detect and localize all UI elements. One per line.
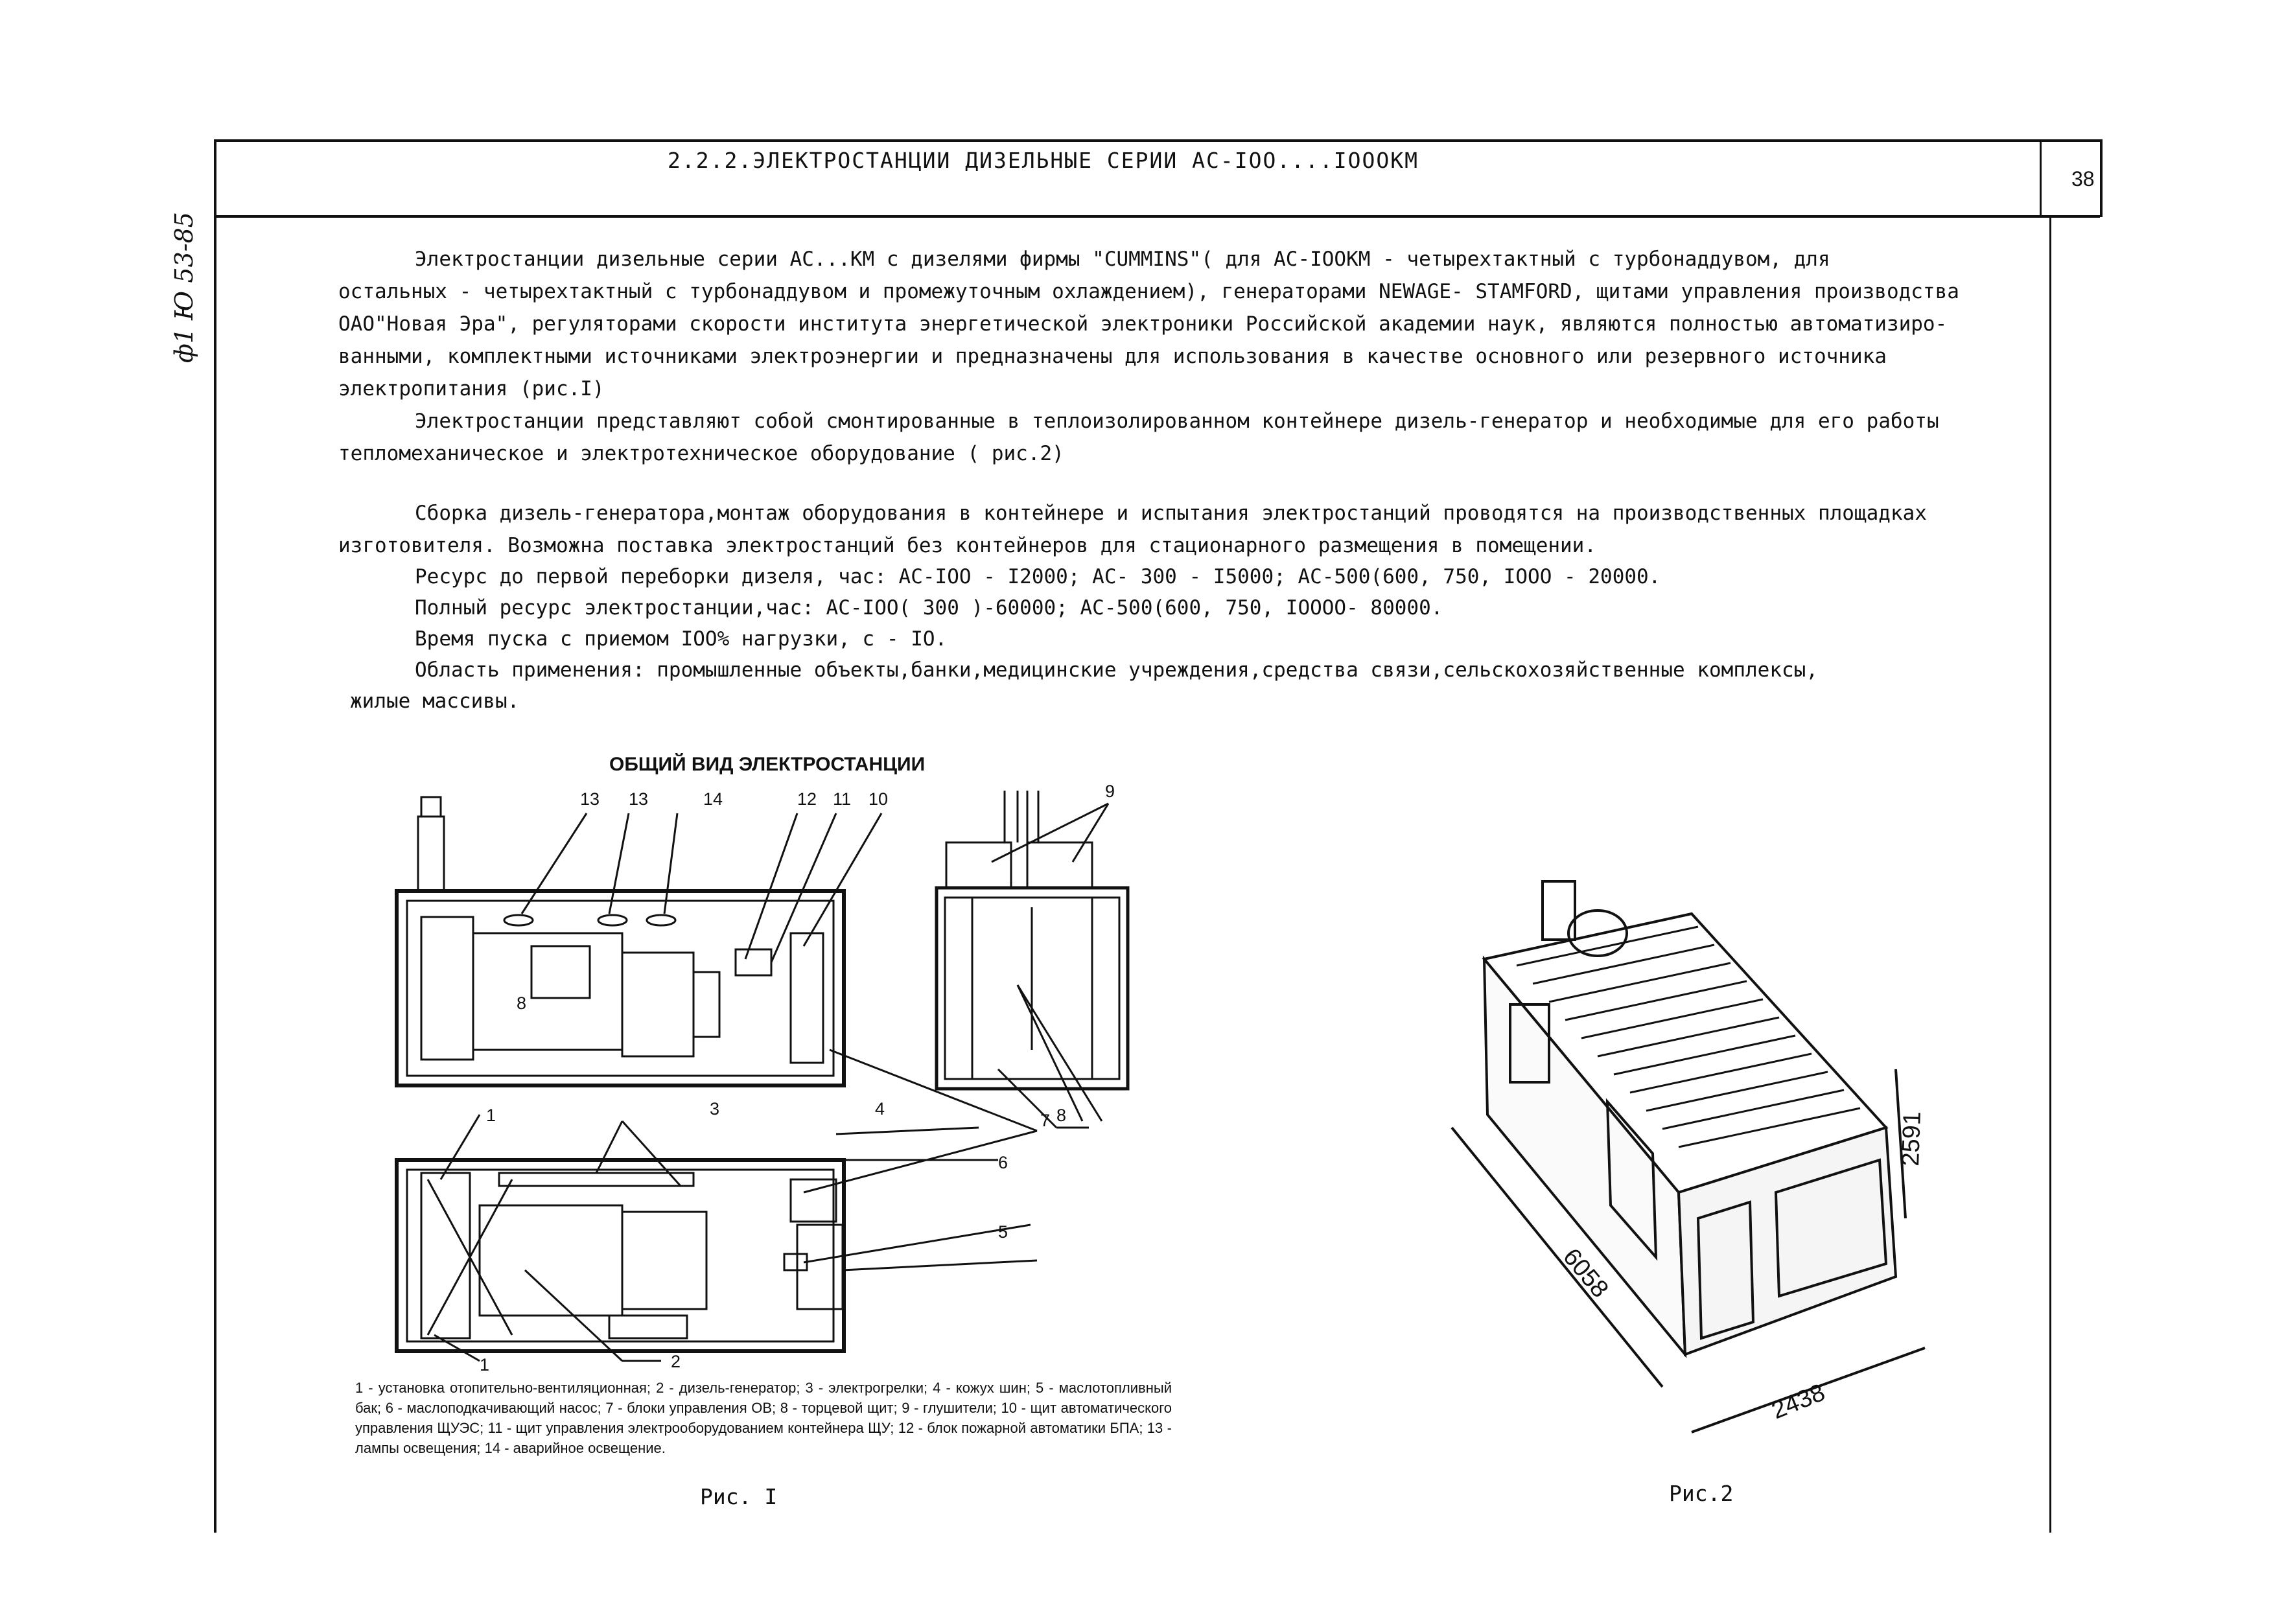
callout-5: 5	[998, 1222, 1008, 1242]
frame-right-rule	[2040, 139, 2042, 217]
text-line: электропитания (рис.I)	[338, 377, 605, 400]
text-line: Сборка дизель-генератора,монтаж оборудования в контейнере и испытания электростанций проводятся на производственных площадках	[415, 502, 1927, 525]
callout-13: 13	[580, 789, 600, 809]
callout-6: 6	[998, 1153, 1008, 1172]
figure1-caption: 1 - установка отопительно-вентиляционная; 2 - дизель-генератор; 3 - электрогрелки; 4 - кожух шин; 5 - маслотопливный бак; 6 - маслоподкачивающий насос; 7 - блоки управления ОВ; 8 - торцевой щит; 9 - глушители; 10 - щит автоматического управления ЩУЭС; 11 - щит управления электрооборудованием контейнера ЩУ; 12 - блок пожарной автоматики БПА; 13 - лампы освещения; 14 - аварийное освещение.	[355, 1380, 1172, 1456]
figure1-drawing	[350, 778, 1193, 1374]
callout-8: 8	[517, 993, 527, 1013]
callout-10: 10	[868, 789, 889, 809]
text-line: тепломеханическое и электротехническое оборудование ( рис.2)	[338, 442, 1064, 465]
text-line: ванными, комплектными источниками электроэнергии и предназначены для использования в качестве основного или резервного источника	[338, 345, 1887, 368]
callout-3: 3	[710, 1099, 720, 1119]
callout-13: 13	[629, 789, 649, 809]
frame-right-rule-lower	[2049, 217, 2051, 1533]
figure2-label: Рис.2	[1669, 1481, 1734, 1506]
text-line: Область применения: промышленные объекты,банки,медицинские учреждения,средства связи,сельскохозяйственные комплексы,	[415, 658, 1818, 682]
callout-8: 8	[1056, 1106, 1067, 1125]
section-title: 2.2.2.ЭЛЕКТРОСТАНЦИИ ДИЗЕЛЬНЫЕ СЕРИИ АС-IOO....IOOOКМ	[668, 148, 1419, 173]
frame-header-bottom-rule	[214, 215, 2100, 218]
exhaust-pipe	[1543, 881, 1575, 940]
container-top-view	[397, 1160, 844, 1351]
figure-title: ОБЩИЙ ВИД ЭЛЕКТРОСТАНЦИИ	[609, 754, 926, 775]
dimension-length: 6058	[1557, 1243, 1614, 1303]
callout-12: 12	[797, 789, 817, 809]
frame-top-rule	[214, 139, 2100, 142]
text-line: ОАО"Новая Эра", регуляторами скорости института энергетической электроники Российской академии наук, являются полностью автоматизиро-	[338, 312, 1948, 336]
text-line: остальных - четырехтактный с турбонаддувом и промежуточным охлаждением), генераторами NEWAGE- STAMFORD, щитами управления производства	[338, 280, 1959, 303]
container-side-view	[397, 891, 844, 1085]
text-line: Электростанции представляют собой смонтированные в теплоизолированном контейнере дизель-генератор и необходимые для его работы	[415, 410, 1939, 433]
dimension-width: 2438	[1767, 1378, 1829, 1425]
dimension-height: 2591	[1897, 1111, 1926, 1167]
callout-11: 11	[833, 789, 852, 809]
text-line: Ресурс до первой переборки дизеля, час: АС-IOO - I2000; АС- 300 - I5000; АС-500(600, 750, IOOO - 20000.	[415, 565, 1661, 588]
callout-4: 4	[875, 1099, 885, 1119]
callout-14: 14	[703, 789, 723, 809]
page-number: 38	[2071, 167, 2095, 191]
figure1-label: Рис. I	[700, 1484, 778, 1509]
text-line: жилые массивы.	[350, 690, 520, 713]
callout-9: 9	[1105, 782, 1115, 801]
text-line: Время пуска с приемом IOO% нагрузки, с - IO.	[415, 627, 948, 651]
exhaust-stack	[421, 797, 441, 817]
frame-left-rule	[214, 139, 216, 1533]
callout-1: 1	[480, 1355, 490, 1374]
callout-7: 7	[1040, 1111, 1051, 1130]
text-line: Полный ресурс электростанции,час: АС-IOO( 300 )-60000; АС-500(600, 750, IOOOO- 80000.	[415, 596, 1443, 620]
frame-pagebox-right	[2100, 139, 2103, 217]
figure2-drawing	[1413, 855, 1996, 1452]
callout-2: 2	[671, 1352, 681, 1371]
margin-document-code: ф1 Ю 53-85	[170, 212, 198, 363]
callout-1: 1	[486, 1106, 496, 1125]
text-line: Электростанции дизельные серии АС...КМ с дизелями фирмы "CUMMINS"( для АС-IOOКМ - четырехтактный с турбонаддувом, для	[415, 248, 1830, 271]
text-line: изготовителя. Возможна поставка электростанций без контейнеров для стационарного размещения в помещении.	[338, 534, 1597, 557]
